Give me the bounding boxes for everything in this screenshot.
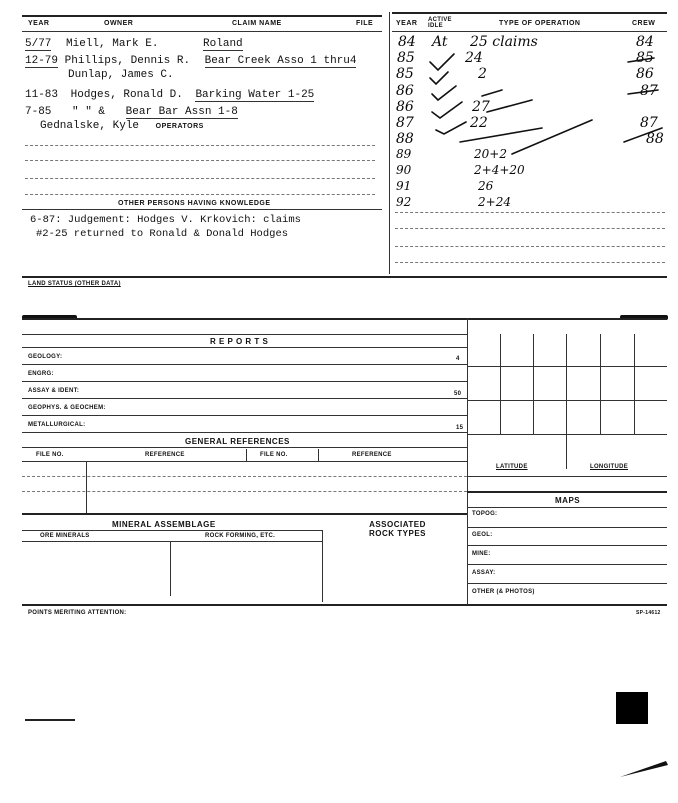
owner-name: " " & <box>72 106 106 118</box>
blank-row <box>25 145 375 146</box>
report-label-engrg: ENGRG: <box>28 371 54 377</box>
claim-name: Barking Water 1-25 <box>195 89 315 101</box>
activity-active-idle-header: ACTIVE IDLE <box>428 17 452 29</box>
report-row-rule <box>22 432 467 433</box>
scan-mark <box>25 719 75 721</box>
blank-row <box>25 194 375 195</box>
owner-year: 7-85 <box>25 106 52 118</box>
col-claim-name-header: CLAIM NAME <box>232 20 282 27</box>
owner-row <box>25 106 238 118</box>
other-persons-heading: OTHER PERSONS HAVING KNOWLEDGE <box>118 200 271 207</box>
mineral-heading: MINERAL ASSEMBLAGE <box>112 520 216 529</box>
activity-year: 90 <box>396 163 412 177</box>
activity-crew: 87 <box>640 83 658 99</box>
reports-top-rule <box>22 334 467 335</box>
section-grid-line <box>634 334 635 434</box>
col-owner-header: OWNER <box>104 20 134 27</box>
ore-minerals-header: ORE MINERALS <box>40 533 90 539</box>
maps-row-rule <box>467 583 667 584</box>
mineral-rule <box>22 530 322 531</box>
activity-blank-row <box>395 212 665 213</box>
claim-name: Bear Bar Assn 1-8 <box>125 106 238 118</box>
maps-row-rule <box>467 564 667 565</box>
activity-year-header: YEAR <box>396 20 418 27</box>
section-grid-line-h <box>467 434 667 435</box>
owner-name: Phillips, Dennis R. <box>64 55 191 67</box>
maps-other-label: OTHER (& PHOTOS) <box>472 589 535 595</box>
activity-type: 24 <box>465 50 483 66</box>
claim-name: Roland <box>203 38 243 50</box>
col-file-header: FILE <box>356 20 374 27</box>
activity-blank-row <box>395 262 665 263</box>
owner-name: Dunlap, James C. <box>68 69 174 81</box>
activity-crew: 86 <box>636 66 654 82</box>
blank-row <box>25 178 375 179</box>
activity-year: 91 <box>396 179 412 193</box>
activity-crew-header: CREW <box>632 20 656 27</box>
claim-name: Bear Creek Asso 1 thru4 <box>204 55 357 67</box>
handwritten-check-marks <box>392 32 672 212</box>
maps-assay-label: ASSAY: <box>472 570 496 576</box>
scan-blot <box>616 692 648 724</box>
maps-row-rule <box>467 545 667 546</box>
owner-row <box>25 38 243 50</box>
reports-header-rule <box>22 347 467 348</box>
report-count: 50 <box>454 391 462 397</box>
points-meriting-attention-label: POINTS MERITING ATTENTION: <box>28 610 127 616</box>
ref-col-divider <box>318 449 319 461</box>
mineral-header-rule <box>22 541 322 542</box>
top-rule <box>22 15 382 17</box>
owner-year: 12-79 <box>25 55 59 67</box>
section-grid-line <box>533 334 534 434</box>
owner-name: Hodges, Ronald D. <box>70 89 183 101</box>
activity-crew: 87 <box>640 115 658 131</box>
activity-year: 89 <box>396 147 412 161</box>
report-row-rule <box>22 364 467 365</box>
activity-crew: 84 <box>636 34 654 50</box>
report-label-geology: GEOLOGY: <box>28 354 63 360</box>
owner-name: Gednalske, Kyle <box>40 120 140 132</box>
ref-file-no-header-2: FILE NO. <box>260 452 288 458</box>
reports-heading: R E P O R T S <box>210 337 269 346</box>
report-row-rule <box>22 415 467 416</box>
maps-row-rule <box>467 527 667 528</box>
ref-col-divider <box>246 449 247 461</box>
activity-type: 20+2 <box>474 147 507 161</box>
activity-year: 92 <box>396 195 412 209</box>
ref-col-divider <box>86 461 87 513</box>
owner-row <box>25 55 356 67</box>
owner-name: Miell, Mark E. <box>66 38 159 50</box>
mineral-col-divider <box>170 541 171 596</box>
activity-year: 85 <box>397 50 415 66</box>
ref-bottom-rule <box>22 513 467 515</box>
form-number: SP-14612 <box>636 610 661 616</box>
right-panel-divider <box>467 318 468 605</box>
activity-type: 27 <box>472 99 490 115</box>
section-grid-line <box>566 334 567 469</box>
activity-year: 85 <box>396 66 414 82</box>
section-grid-line-h <box>467 366 667 367</box>
col-year-header: YEAR <box>28 20 50 27</box>
rock-forming-header: ROCK FORMING, ETC. <box>205 533 276 539</box>
header-rule <box>22 31 382 32</box>
activity-crew: 88 <box>646 131 664 147</box>
activity-type: 2+24 <box>478 195 511 209</box>
longitude-label: LONGITUDE <box>590 464 629 470</box>
land-status-top-rule <box>22 276 667 278</box>
mineral-bottom-rule <box>22 604 667 606</box>
report-label-assay: ASSAY & IDENT: <box>28 388 80 394</box>
activity-type: 26 <box>478 179 494 193</box>
activity-top-rule <box>392 12 667 14</box>
report-label-geophys: GEOPHYS. & GEOCHEM: <box>28 405 106 411</box>
scan-streak <box>618 755 670 779</box>
owner-row <box>40 120 204 132</box>
report-count: 4 <box>456 356 460 362</box>
other-persons-line: 6-87: Judgement: Hodges V. Krkovich: claims <box>30 214 301 226</box>
activity-type: 22 <box>470 115 488 131</box>
activity-type-header: TYPE OF OPERATION <box>499 20 581 27</box>
divider-vertical <box>389 12 390 274</box>
mineral-col-divider <box>322 530 323 602</box>
report-row-rule <box>22 381 467 382</box>
report-count: 15 <box>456 425 464 431</box>
activity-year: 84 <box>398 34 416 50</box>
land-status-label: LAND STATUS (OTHER DATA) <box>28 281 121 287</box>
general-refs-heading: GENERAL REFERENCES <box>185 437 290 446</box>
owner-row <box>25 89 314 101</box>
ref-reference-header-2: REFERENCE <box>352 452 392 458</box>
maps-header-rule <box>467 507 667 508</box>
section-grid-line <box>600 334 601 434</box>
coords-rule <box>467 476 667 477</box>
owner-year: 5/77 <box>25 38 52 50</box>
activity-type: 2 <box>478 66 487 82</box>
activity-blank-row <box>395 246 665 247</box>
section-grid-line-h <box>467 400 667 401</box>
general-refs-rule <box>22 447 467 448</box>
maps-top-rule <box>467 491 667 493</box>
ref-header-rule <box>22 461 467 462</box>
activity-year: 86 <box>396 99 414 115</box>
activity-blank-row <box>395 228 665 229</box>
ref-file-no-header: FILE NO. <box>36 452 64 458</box>
owner-year: 11-83 <box>25 89 59 101</box>
associated-rock-types-label: ASSOCIATED ROCK TYPES <box>368 520 426 538</box>
latitude-label: LATITUDE <box>496 464 528 470</box>
ref-blank-row <box>22 491 467 492</box>
land-status-bottom-rule <box>22 318 667 320</box>
report-row-rule <box>22 398 467 399</box>
activity-type: 2+4+20 <box>474 163 525 177</box>
activity-active: At <box>432 34 448 50</box>
other-persons-rule <box>22 209 382 210</box>
operators-label: OPERATORS <box>155 123 204 130</box>
section-grid-line <box>500 334 501 434</box>
activity-type: 25 claims <box>470 34 538 50</box>
report-label-metallurgical: METALLURGICAL: <box>28 422 86 428</box>
ref-reference-header: REFERENCE <box>145 452 185 458</box>
maps-heading: MAPS <box>555 496 581 505</box>
other-persons-line: #2-25 returned to Ronald & Donald Hodges <box>36 228 289 240</box>
blank-row <box>25 160 375 161</box>
maps-mine-label: MINE: <box>472 551 491 557</box>
ref-blank-row <box>22 476 467 477</box>
activity-year: 88 <box>396 131 414 147</box>
activity-year: 87 <box>396 115 414 131</box>
maps-topog-label: TOPOG: <box>472 511 498 517</box>
owner-row <box>68 69 174 81</box>
maps-geol-label: GEOL: <box>472 532 493 538</box>
activity-crew: 85 <box>636 50 654 66</box>
activity-year: 86 <box>396 83 414 99</box>
